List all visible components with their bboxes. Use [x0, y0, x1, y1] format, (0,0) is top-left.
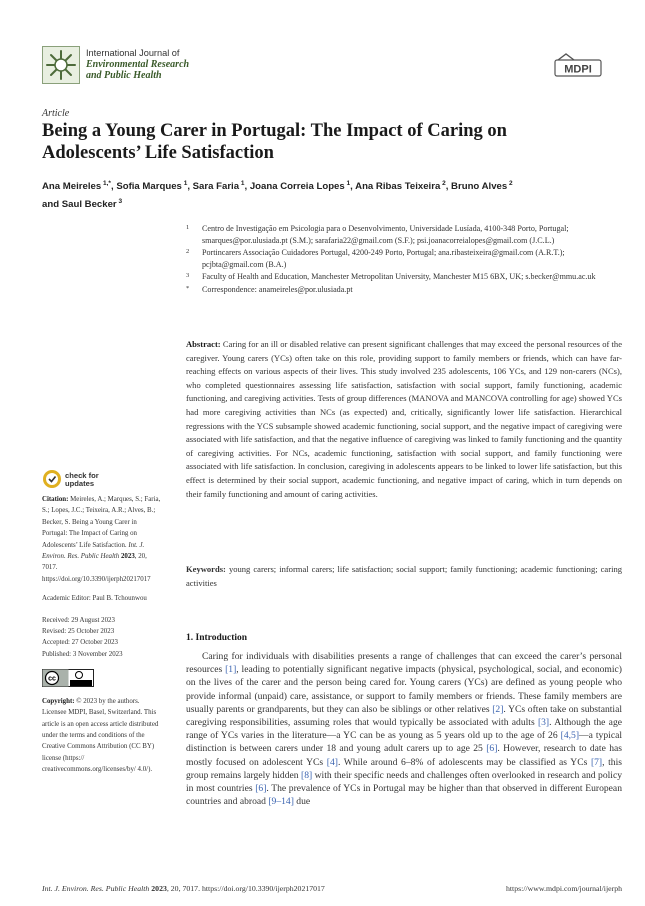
keywords-label: Keywords: [186, 564, 226, 574]
sidebar [42, 494, 162, 776]
author-separator: , [187, 181, 193, 193]
footer-year: 2023 [151, 884, 167, 893]
author-separator: , [244, 181, 250, 193]
check-for-updates-badge[interactable] [42, 469, 132, 491]
introduction-paragraph [186, 650, 622, 808]
mdpi-logo-text: MDPI [564, 63, 592, 76]
affiliation-mark: 2 [186, 248, 190, 256]
paragraph-text: Caring for individuals with disabilities presents a range of challenges that can exceed the carer’s personal resources [186, 651, 622, 676]
article-type: Article [42, 108, 70, 119]
reference-link[interactable]: [8] [301, 769, 313, 781]
author-affiliation-mark: 1 [181, 180, 188, 187]
check-updates-text [65, 472, 99, 488]
affiliation-text: Centro de Investigação em Psicologia para o Desenvolvimento, Universidade Lusíada, 4100-348 Porto, Portugal; smarques@por.ulusiada.pt (S.M.); sarafaria22@gmail.com (S.F.); psi.joanacorreialopes@gmail.com (J.C.L.) [202, 224, 569, 245]
author-separator: , [445, 181, 452, 193]
author-affiliation-mark: 3 [116, 198, 123, 206]
affiliation-item [186, 223, 626, 246]
citation-rest[interactable]: , 20, 7017. https://doi.org/10.3390/ijerph20217017 [42, 553, 151, 583]
paragraph-text: . While around 6–8% of adolescents may be classified as YCs [337, 756, 591, 768]
footer-doi[interactable]: , 20, 7017. https://doi.org/10.3390/ijerph20217017 [166, 884, 325, 893]
affiliation-mark: 3 [186, 272, 190, 280]
date-published: Published: 3 November 2023 [42, 650, 123, 658]
publication-dates [42, 615, 162, 661]
paragraph-text: , this group remains largely hidden [186, 756, 622, 781]
paragraph-text: , leading to potentially significant negative impacts (physical, psychological, social, and economic) on the lives of the carer and the person being cared for. Young carers (YCs) are defined as young people who provide informal (unpaid) care, assistance, or support to family members or friends. These family members are usually parents or grandparents, but they can also be siblings or other relatives [186, 664, 623, 715]
citation-text: Meireles, A.; Marques, S.; Faria, S.; Lopes, J.C.; Teixeira, A.R.; Alves, B.; Becker, S. Being a Young Carer in Portugal: The Impact of Caring on Adolescents’ Life Satisfaction. [42, 496, 161, 549]
paragraph-text: . However, research to date has mostly focused on adolescent YCs [186, 743, 622, 768]
reference-link[interactable]: [3] [537, 717, 550, 729]
copyright-block [42, 696, 162, 776]
author-affiliation-mark: 2 [507, 180, 513, 187]
author-name[interactable]: Joana Correia Lopes [249, 181, 345, 193]
author-affiliation-mark: 1 [239, 180, 245, 187]
abstract [186, 338, 622, 501]
date-revised: Revised: 25 October 2023 [42, 628, 115, 636]
date-accepted: Accepted: 27 October 2023 [42, 639, 118, 647]
affiliations [186, 223, 626, 297]
journal-name [86, 48, 189, 81]
article-title: Being a Young Carer in Portugal: The Impact of Caring on Adolescents’ Life Satisfaction [42, 121, 507, 163]
reference-link[interactable]: [2] [492, 703, 504, 715]
affiliation-text: Portincarers Associação Cuidadores Portugal, 4200-249 Porto, Portugal; ana.ribasteixeira@gmail.com (A.R.T.); pcjbta@gmail.com (B.A.) [202, 248, 565, 269]
affiliation-text: Correspondence: anameireles@por.ulusiada.pt [202, 284, 353, 294]
svg-text:cc: cc [48, 675, 56, 683]
affiliation-text: Faculty of Health and Education, Manchester Metropolitan University, Manchester M15 6BX, UK; s.becker@mmu.ac.uk [202, 272, 596, 282]
reference-link[interactable]: [6] [486, 743, 498, 755]
mdpi-logo-icon [554, 52, 602, 78]
check-updates-icon [42, 469, 62, 489]
reference-link[interactable]: [1] [225, 664, 237, 676]
affiliation-item [186, 284, 626, 296]
footer-journal-url[interactable]: https://www.mdpi.com/journal/ijerph [505, 884, 622, 893]
check-updates-line1: check for [65, 471, 99, 480]
author-name[interactable]: Bruno Alves [451, 181, 508, 193]
author-name[interactable]: and Saul Becker [42, 199, 117, 211]
section-heading: 1. Introduction [186, 633, 248, 643]
author-separator: , [110, 181, 117, 193]
affiliation-mark: 1 [186, 224, 190, 231]
journal-header [42, 44, 602, 88]
academic-editor: Academic Editor: Paul B. Tchounwou [42, 595, 147, 603]
reference-link[interactable]: [4] [326, 756, 338, 768]
author-list [42, 176, 602, 212]
author-affiliation-mark: 1 [344, 180, 351, 187]
affiliation-mark: * [186, 284, 190, 292]
paragraph-text: with their specific needs and challenges often overlooked in research and policy in most countries [186, 769, 622, 795]
paragraph-text: . The prevalence of YCs in Portugal may be higher than that observed in different European countries and abroad [186, 783, 622, 808]
footer-journal: Int. J. Environ. Res. Public Health [42, 884, 150, 893]
check-updates-line2: updates [65, 479, 95, 488]
cc-by-license-icon[interactable] [42, 669, 94, 687]
copyright-label: Copyright: [42, 697, 75, 705]
affiliation-item [186, 271, 626, 283]
reference-link[interactable]: [9–14] [268, 796, 294, 808]
journal-logo-icon [42, 46, 80, 84]
abstract-text: Caring for an ill or disabled relative can present significant challenges that may exceed the personal resources of the caregiver. Young carers (YCs) often take on this role, providing support to family members or friends, which can have far-reaching effects on various aspects of their lives. This study involved 235 adolescents, 106 YCs, and 129 non-carers (NCs), who completed questionnaires assessing life satisfaction, satisfaction with social support, family functioning, academic functioning, and caregiving activities. Tests of group differences (MANOVA and MANCOVA controlling for age) showed YCs had more caregiving activities than NCs (as expected) and, critically, significantly lower life satisfaction. Hierarchical regressions with the YCS subsample showed academic functioning, social support, and the negative impact of caregiving were associated with life satisfaction, and that the negative influence of caregiving was linked to family functioning and the quantity of caregiving activities. For NCs, academic functioning, satisfaction with social support, and family functioning were associated with life satisfaction. In conclusion, caregiving in adolescents appears to be linked to lower life satisfaction, but this effect is determined by their social support, academic functioning, and negative impact of caring, which in turn depends on their family functioning and amount of caring activities. [186, 339, 623, 499]
citation-journal: Int. J. Environ. Res. Public Health [42, 541, 145, 561]
author-affiliation-mark: 1,* [101, 180, 111, 187]
abstract-label: Abstract: [186, 339, 221, 349]
journal-name-line3: and Public Health [86, 70, 162, 81]
reference-link[interactable]: [4,5] [560, 730, 580, 742]
footer-citation [42, 884, 325, 893]
author-affiliation-mark: 2 [440, 180, 446, 187]
citation-label: Citation: [42, 496, 69, 503]
journal-name-line1: International Journal of [86, 48, 180, 58]
reference-link[interactable]: [7] [590, 756, 603, 768]
reference-link[interactable]: [6] [255, 783, 267, 795]
author-name[interactable]: Ana Ribas Teixeira [355, 181, 441, 193]
citation-year: 2023 [120, 553, 135, 561]
paragraph-text: . Although the age range of YCs varies in the literature—a YC can be as young as 5 years old up to the age of 26 [186, 717, 622, 742]
journal-name-line2: Environmental Research [86, 59, 190, 70]
date-received: Received: 29 August 2023 [42, 616, 115, 624]
author-name[interactable]: Sofia Marques [116, 181, 182, 193]
keywords-text: young carers; informal carers; life satisfaction; social support; family functioning; academic functioning; caring activities [186, 564, 622, 588]
keywords [186, 563, 622, 590]
author-name[interactable]: Ana Meireles [42, 181, 102, 193]
paragraph-text: —a typical distinction is between carers under 18 and young adult carers up to age 25 [186, 730, 622, 755]
paragraph-text: due [293, 796, 311, 808]
paragraph-text: . YCs often take on substantial caregiving responsibilities, assuming roles that would typically be associated with adults [186, 703, 623, 729]
copyright-text: © 2023 by the authors. Licensee MDPI, Basel, Switzerland. This article is an open access article distributed under the terms and conditions of the Creative Commons Attribution (CC BY) license (https:// creativecommons.org/licenses/by/ 4.0/). [42, 697, 159, 774]
author-name[interactable]: Sara Faria [192, 181, 240, 193]
author-separator: , [350, 181, 356, 193]
affiliation-item [186, 247, 626, 270]
citation-block [42, 494, 162, 585]
